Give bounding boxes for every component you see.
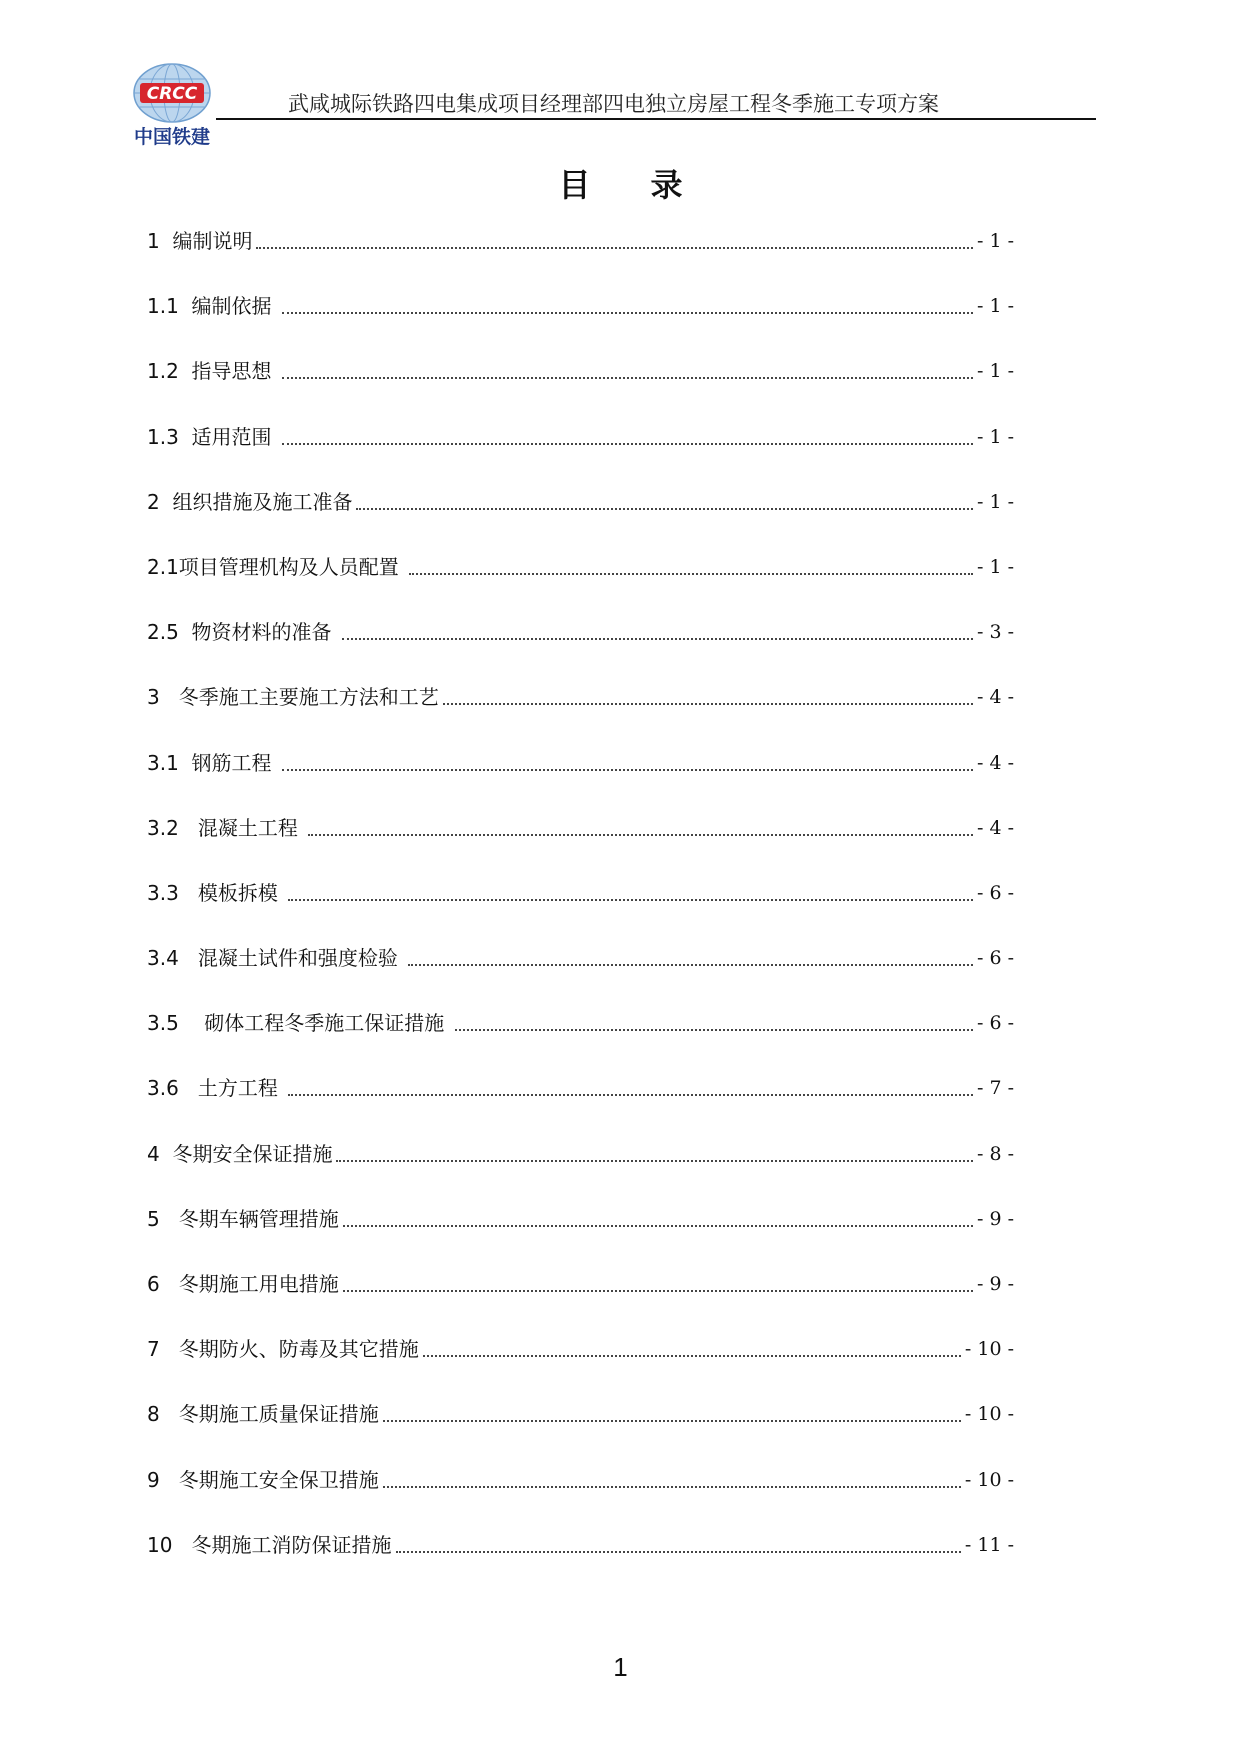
toc-leader-dots: [282, 291, 973, 314]
toc-entry-page: - 10 -: [964, 1403, 1014, 1426]
toc-leader-dots: [256, 226, 973, 249]
toc-entry-label: 3.1 钢筋工程: [147, 750, 278, 775]
toc-leader-dots: [383, 1399, 961, 1422]
toc-entry[interactable]: [147, 291, 1014, 356]
toc-entry-label: 1.3 适用范围: [147, 424, 278, 449]
toc-entry-page: - 10 -: [964, 1468, 1014, 1491]
toc-entry-label: 3.3 模板拆模: [147, 880, 285, 905]
toc-leader-dots: [455, 1008, 973, 1031]
toc-leader-dots: [408, 943, 973, 966]
toc-entry[interactable]: [147, 617, 1014, 682]
toc-entry[interactable]: [147, 748, 1014, 813]
toc-entry-label: 3.6 土方工程: [147, 1076, 285, 1101]
logo-badge-text: CRCC: [146, 84, 198, 104]
toc-entry-label: 1.1 编制依据: [147, 294, 278, 319]
toc-leader-dots: [336, 1139, 973, 1162]
toc-entry-label: 6 冬期施工用电措施: [147, 1272, 339, 1296]
toc-entry-label: 1 编制说明: [147, 229, 253, 253]
toc-entry-label: 3.5 砌体工程冬季施工保证措施: [147, 1011, 451, 1036]
toc-leader-dots: [288, 878, 973, 901]
toc-entry[interactable]: [147, 1139, 1014, 1204]
toc-entry[interactable]: [147, 1269, 1014, 1334]
toc-entry[interactable]: [147, 1399, 1014, 1464]
toc-leader-dots: [342, 617, 973, 640]
toc-leader-dots: [443, 682, 973, 705]
toc-entry-label: 2.5 物资材料的准备: [147, 620, 338, 645]
toc-entry-page: - 1 -: [976, 490, 1014, 513]
header-rule: [216, 118, 1096, 120]
toc-entry-page: - 4 -: [976, 816, 1014, 839]
toc-entry-page: - 6 -: [976, 1012, 1014, 1035]
toc-leader-dots: [343, 1269, 973, 1292]
toc-entry[interactable]: [147, 1008, 1014, 1073]
toc-entry[interactable]: [147, 1073, 1014, 1138]
toc-entry-label: 4 冬期安全保证措施: [147, 1141, 333, 1166]
toc-entry[interactable]: [147, 1465, 1014, 1530]
toc-leader-dots: [282, 748, 973, 771]
toc-entry-page: - 9 -: [976, 1273, 1014, 1295]
toc-entry[interactable]: [147, 1334, 1014, 1399]
toc-leader-dots: [356, 487, 973, 510]
globe-logo-icon: [132, 62, 212, 124]
toc-entry[interactable]: [147, 813, 1014, 878]
toc-leader-dots: [396, 1530, 961, 1553]
toc-entry-label: 7 冬期防火、防毒及其它措施: [147, 1337, 419, 1362]
crcc-logo: [126, 62, 218, 152]
toc-entry-page: - 6 -: [976, 881, 1014, 904]
toc-entry-label: 5 冬期车辆管理措施: [147, 1206, 339, 1231]
header-title: 武咸城际铁路四电集成项目经理部四电独立房屋工程冬季施工专项方案: [288, 92, 939, 116]
toc-entry-label: 3 冬季施工主要施工方法和工艺: [147, 685, 439, 710]
toc-leader-dots: [282, 356, 973, 379]
toc-entry[interactable]: [147, 422, 1014, 487]
toc-entry-page: - 1 -: [976, 555, 1014, 578]
toc-entry-label: 1.2 指导思想: [147, 359, 278, 384]
toc-entry[interactable]: [147, 1530, 1014, 1595]
toc-entry-page: - 4 -: [976, 686, 1014, 709]
toc-entry-page: - 6 -: [976, 947, 1014, 970]
toc-leader-dots: [423, 1334, 961, 1357]
toc-entry-label: 10 冬期施工消防保证措施: [147, 1532, 392, 1557]
toc-entry[interactable]: [147, 878, 1014, 943]
toc-leader-dots: [288, 1073, 973, 1096]
toc-entry[interactable]: [147, 356, 1014, 421]
toc-entry-page: - 3 -: [976, 621, 1014, 644]
toc-entry-label: 9 冬期施工安全保卫措施: [147, 1467, 379, 1492]
toc-entry-page: - 11 -: [964, 1533, 1014, 1556]
toc-entry-label: 3.4 混凝土试件和强度检验: [147, 946, 405, 971]
table-of-contents: [147, 226, 1014, 1595]
toc-leader-dots: [383, 1465, 961, 1488]
toc-leader-dots: [282, 422, 973, 445]
toc-entry[interactable]: [147, 552, 1014, 617]
toc-leader-dots: [308, 813, 973, 836]
toc-entry-page: - 1 -: [976, 230, 1014, 252]
toc-entry-page: - 1 -: [976, 425, 1014, 448]
toc-entry-label: 8 冬期施工质量保证措施: [147, 1402, 379, 1427]
toc-leader-dots: [409, 552, 973, 575]
toc-entry-page: - 1 -: [976, 360, 1014, 383]
toc-entry[interactable]: [147, 226, 1014, 291]
toc-title: 目录: [558, 166, 743, 204]
toc-entry-page: - 1 -: [976, 295, 1014, 318]
toc-entry-label: 3.2 混凝土工程: [147, 815, 305, 840]
toc-entry[interactable]: [147, 487, 1014, 552]
toc-entry-label: 2.1项目管理机构及人员配置: [147, 554, 406, 579]
page-header: [126, 62, 1096, 154]
toc-entry-page: - 4 -: [976, 751, 1014, 774]
toc-entry-page: - 8 -: [976, 1142, 1014, 1165]
toc-entry-label: 2 组织措施及施工准备: [147, 489, 353, 514]
toc-entry[interactable]: [147, 682, 1014, 747]
toc-entry[interactable]: [147, 1204, 1014, 1269]
toc-leader-dots: [343, 1204, 973, 1227]
logo-text: 中国铁建: [133, 126, 210, 148]
toc-entry-page: - 7 -: [976, 1077, 1014, 1100]
toc-entry-page: - 9 -: [976, 1207, 1014, 1230]
toc-entry-page: - 10 -: [964, 1338, 1014, 1361]
page-number: 1: [613, 1652, 628, 1682]
toc-entry[interactable]: [147, 943, 1014, 1008]
